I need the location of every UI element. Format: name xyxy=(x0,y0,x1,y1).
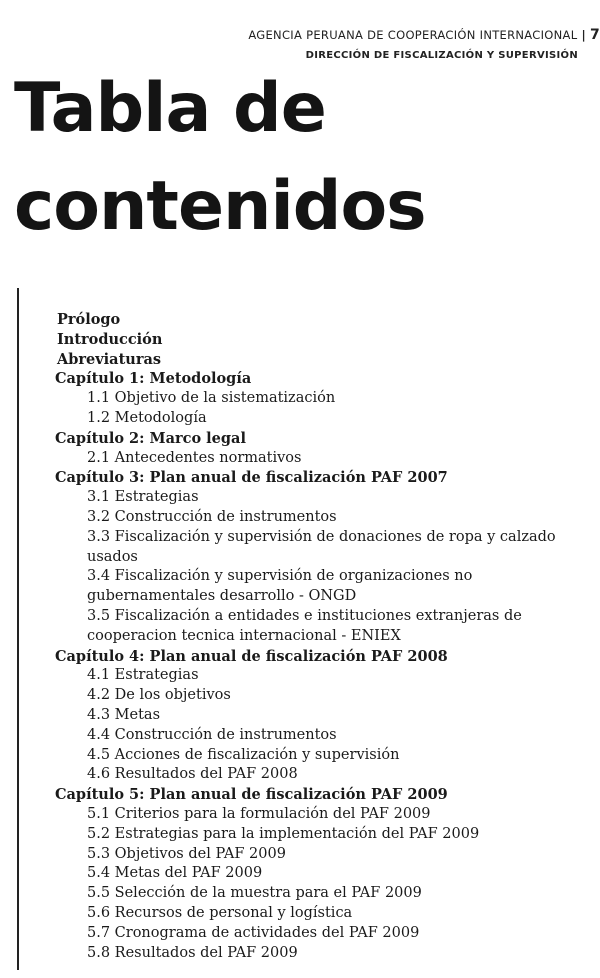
toc-section: 1.1 Objetivo de la sistematización xyxy=(87,390,336,407)
toc-section: 5.6 Recursos de personal y logística xyxy=(87,904,353,921)
chapter-title: Capítulo 4: Plan anual de fiscalización PAF 2008 xyxy=(55,647,448,665)
toc-section: 5.2 Estrategias para la implementación del PAF 2009 xyxy=(87,825,480,842)
toc-section: 5.1 Criterios para la formulación del PAF 2009 xyxy=(87,805,431,822)
toc-section: 5.5 Selección de la muestra para el PAF 2009 xyxy=(87,885,422,902)
toc-section: 5.7 Cronograma de actividades del PAF 2009 xyxy=(87,924,420,941)
toc-section: 5.8 Resultados del PAF 2009 xyxy=(87,944,298,961)
page-title xyxy=(14,60,494,256)
toc-section: 3.1 Estrategias xyxy=(87,489,199,506)
vertical-rule xyxy=(17,288,19,970)
running-header xyxy=(0,27,600,43)
chapter-title: Capítulo 2: Marco legal xyxy=(55,429,246,447)
title-line-1: Tabla de xyxy=(14,69,326,148)
toc-chapter-1 xyxy=(55,369,600,428)
toc-entry-abbreviations: Abreviaturas xyxy=(57,350,162,368)
header-separator: | xyxy=(581,28,586,42)
toc-chapter-2 xyxy=(55,429,600,469)
toc-section: 4.1 Estrategias xyxy=(87,667,199,684)
toc-chapter-3 xyxy=(55,468,600,646)
toc-section: 2.1 Antecedentes normativos xyxy=(87,449,302,466)
toc-section: 4.2 De los objetivos xyxy=(87,687,231,704)
agency-name: AGENCIA PERUANA DE COOPERACIÓN INTERNACIONAL xyxy=(248,28,578,42)
toc-section: 4.6 Resultados del PAF 2008 xyxy=(87,766,298,783)
toc-section: 3.4 Fiscalización y supervisión de organizaciones no gubernamentales desarrollo - ONGD xyxy=(87,568,473,605)
page-number: 7 xyxy=(589,27,600,43)
toc-section: 4.5 Acciones de fiscalización y supervisión xyxy=(87,746,400,763)
chapter-title: Capítulo 1: Metodología xyxy=(55,370,252,388)
chapter-title: Capítulo 5: Plan anual de fiscalización PAF 2009 xyxy=(55,786,448,804)
toc-section: 4.4 Construcción de instrumentos xyxy=(87,726,337,743)
toc-entry-introduction: Introducción xyxy=(57,330,163,348)
toc-section: 3.2 Construcción de instrumentos xyxy=(87,508,337,525)
toc-section: 4.3 Metas xyxy=(87,706,161,723)
toc-entry-prologue: Prólogo xyxy=(57,311,121,328)
chapter-title: Capítulo 3: Plan anual de fiscalización PAF 2007 xyxy=(55,469,448,487)
toc-chapter-4 xyxy=(55,647,600,786)
table-of-contents xyxy=(55,310,600,963)
toc-section: 5.4 Metas del PAF 2009 xyxy=(87,865,263,882)
toc-section: 5.3 Objetivos del PAF 2009 xyxy=(87,845,286,862)
toc-chapter-5 xyxy=(55,785,600,963)
toc-section: 3.5 Fiscalización a entidades e instituciones extranjeras de cooperacion tecnica internacional - ENIEX xyxy=(87,607,522,644)
toc-section: 3.3 Fiscalización y supervisión de donaciones de ropa y calzado usados xyxy=(87,528,556,565)
title-line-2: contenidos xyxy=(14,167,426,246)
department-name: DIRECCIÓN DE FISCALIZACIÓN Y SUPERVISIÓN xyxy=(305,50,578,61)
toc-section: 1.2 Metodología xyxy=(87,409,207,426)
